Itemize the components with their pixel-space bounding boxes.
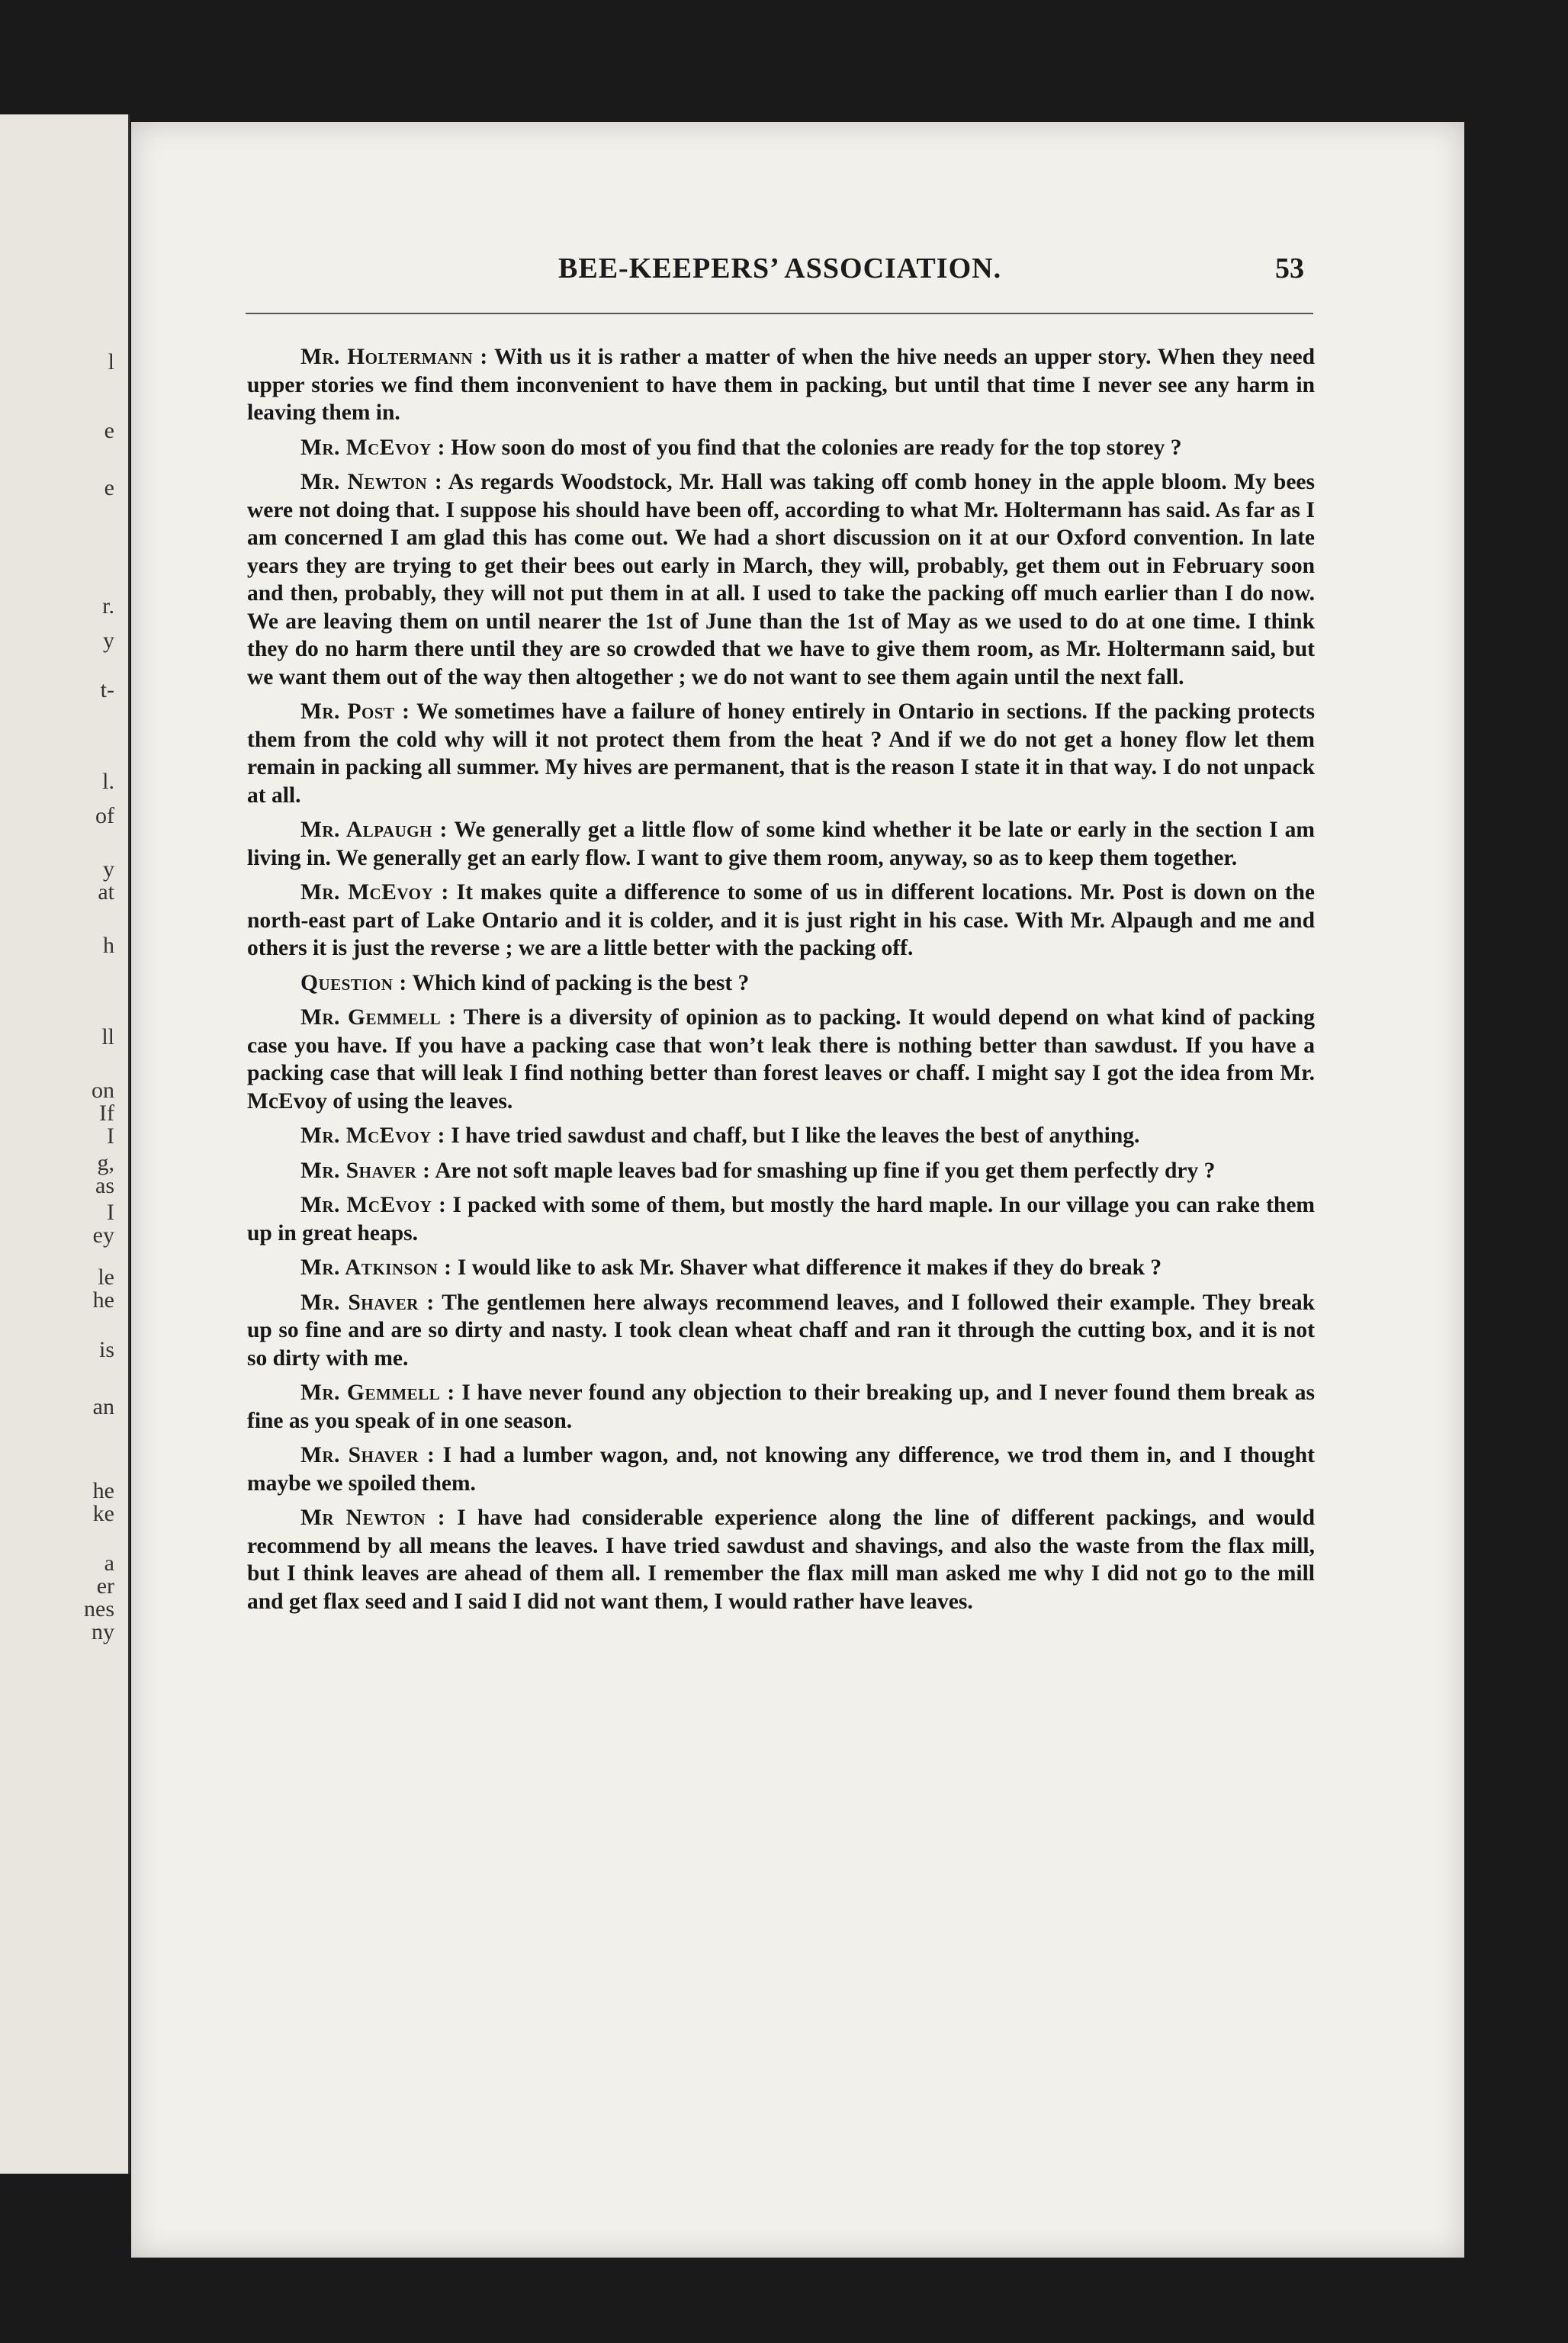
- facing-page-fragment: I: [107, 1200, 114, 1225]
- facing-page-fragment: le: [98, 1265, 114, 1290]
- facing-page-fragment: r.: [102, 593, 114, 619]
- speaker-name: Mr. Newton :: [300, 470, 443, 494]
- paragraph-text: We generally get a little flow of some kind whether it be late or early in the section I am living in. We generally get an early flow. I want to give them room, anyway, so as to keep them together.: [247, 818, 1315, 870]
- facing-page-fragment: e: [104, 475, 114, 500]
- paragraph-text: As regards Woodstock, Mr. Hall was taking off comb honey in the apple bloom. My bees were not doing that. I suppose his should have been off, according to what Mr. Holtermann has said. As far as I am concerned I am glad this has come out. We had a short discussion on it at our Oxford convention. In late years they are trying to get their bees out early in March, they will, probably, get them out in February soon and then, probably, they will not put them in at all. I used to take the packing off much earlier than I do now. We are leaving them on until nearer the 1st of June than the 1st of May as we used to do at one time. I think they do no harm there until they are so crowded that we have to give them room, as Mr. Holtermann said, but we want them out of the way then altogether ; we do not want to see them again until the next fall.: [247, 470, 1315, 689]
- transcript-paragraph: [247, 1122, 1315, 1150]
- speaker-name: Mr. Atkinson :: [300, 1255, 452, 1280]
- page-header: [131, 252, 1464, 297]
- transcript-paragraph: [247, 1004, 1315, 1115]
- paragraph-text: I have tried sawdust and chaff, but I like the leaves the best of anything.: [445, 1123, 1140, 1148]
- facing-page-fragment: t-: [100, 677, 114, 702]
- facing-page-fragment: l.: [102, 769, 114, 794]
- paragraph-text: We sometimes have a failure of honey entirely in Ontario in sections. If the packing protects them from the cold why will it not protect them from the heat ? And if we do not get a honey flow let them remain in packing all summer. My hives are permanent, that is the reason I state it in that way. I do not unpack at all.: [247, 699, 1315, 808]
- facing-page-fragment: nes: [84, 1596, 114, 1621]
- paragraph-text: I would like to ask Mr. Shaver what difference it makes if they do break ?: [451, 1255, 1162, 1280]
- facing-page-fragment: g,: [97, 1150, 114, 1175]
- transcript-paragraph: [247, 816, 1315, 872]
- transcript-paragraph: [247, 343, 1315, 427]
- facing-page-fragment: on: [92, 1078, 114, 1103]
- speaker-name: Mr. Post :: [300, 699, 410, 724]
- facing-page-fragment: is: [98, 1337, 114, 1362]
- speaker-name: Mr. Gemmell :: [300, 1380, 455, 1405]
- speaker-name: Mr. McEvoy :: [300, 1193, 447, 1217]
- paragraph-text: Are not soft maple leaves bad for smashing up fine if you get them perfectly dry ?: [430, 1158, 1216, 1183]
- speaker-name: Mr. McEvoy :: [300, 1123, 445, 1148]
- facing-page-fragment: e: [104, 418, 114, 443]
- transcript-paragraph: [247, 434, 1315, 462]
- facing-page-fragment: ke: [92, 1501, 114, 1526]
- paragraph-text: How soon do most of you find that the colonies are ready for the top storey ?: [445, 435, 1182, 460]
- transcript-paragraph: [247, 1441, 1315, 1497]
- page-body: [247, 343, 1315, 1622]
- facing-page-fragment: he: [92, 1478, 114, 1503]
- facing-page-fragment: y: [103, 628, 114, 653]
- speaker-name: Mr. Shaver :: [300, 1158, 431, 1183]
- transcript-paragraph: [247, 1379, 1315, 1435]
- facing-page-edge: [0, 114, 130, 2174]
- paragraph-text: The gentlemen here always recommend leaves, and I followed their example. They break up so fine and are so dirty and nasty. I took clean wheat chaff and ran it through the cutting box, and it is not so dirty with me.: [247, 1290, 1315, 1371]
- book-page: [131, 122, 1464, 2258]
- facing-page-fragment: at: [98, 879, 114, 905]
- paragraph-text: I have had considerable experience along the line of different packings, and would recommend by all means the leaves. I have tried sawdust and shavings, and also the waste from the flax mill, but I think leaves are ahead of them all. I remember the flax mill man asked me why I did not go to the mill and get flax seed and I said I did not want them, I would rather have leaves.: [247, 1506, 1315, 1614]
- transcript-paragraph: [247, 1289, 1315, 1373]
- speaker-name: Mr. Shaver :: [300, 1443, 435, 1467]
- transcript-paragraph: [247, 1504, 1315, 1615]
- paragraph-text: It makes quite a difference to some of us in different locations. Mr. Post is down on the north-east part of Lake Ontario and it is colder, and it is just right in his case. With Mr. Alpaugh and me and others it is just the reverse ; we are a little better with the packing off.: [247, 880, 1315, 960]
- speaker-name: Mr. McEvoy :: [300, 880, 449, 905]
- facing-page-fragment: ll: [101, 1024, 114, 1049]
- transcript-paragraph: [247, 698, 1315, 809]
- facing-page-fragment: y: [103, 857, 114, 882]
- speaker-name: Mr. Gemmell :: [300, 1005, 457, 1030]
- facing-page-fragment: l: [108, 349, 114, 374]
- transcript-paragraph: [247, 1191, 1315, 1247]
- transcript-paragraph: [247, 468, 1315, 691]
- speaker-name: Mr Newton :: [300, 1506, 446, 1530]
- facing-page-fragment: I: [107, 1123, 114, 1149]
- facing-page-fragment: ey: [92, 1223, 114, 1248]
- paragraph-text: I have never found any objection to their breaking up, and I never found them break as fine as you speak of in one season.: [247, 1380, 1315, 1433]
- facing-page-fragment: er: [96, 1573, 114, 1599]
- paragraph-text: With us it is rather a matter of when the hive needs an upper story. When they need upper stories we find them inconvenient to have them in packing, but until that time I never see any harm in leaving them in.: [247, 345, 1315, 425]
- facing-page-fragment: as: [95, 1173, 114, 1198]
- speaker-name: Mr. Alpaugh :: [300, 818, 448, 842]
- paragraph-text: There is a diversity of opinion as to packing. It would depend on what kind of packing case you have. If you have a packing case that won’t leak there is nothing better than sawdust. If you have a packing case that will leak I find nothing better than forest leaves or chaff. I might say I got the idea from Mr. McEvoy of using the leaves.: [247, 1005, 1315, 1114]
- facing-page-fragment: h: [103, 933, 114, 958]
- transcript-paragraph: [247, 1157, 1315, 1185]
- speaker-name: Question :: [300, 970, 407, 995]
- speaker-name: Mr. Holtermann :: [300, 345, 488, 369]
- facing-page-fragment: ny: [92, 1619, 114, 1644]
- header-rule: [246, 313, 1313, 314]
- running-title: BEE-KEEPERS’ ASSOCIATION.: [558, 252, 1002, 284]
- paragraph-text: I packed with some of them, but mostly the hard maple. In our village you can rake them up in great heaps.: [247, 1193, 1316, 1245]
- transcript-paragraph: [247, 1254, 1315, 1282]
- paragraph-text: I had a lumber wagon, and, not knowing any difference, we trod them in, and I thought maybe we spoiled them.: [247, 1443, 1315, 1496]
- transcript-paragraph: [247, 969, 1315, 998]
- facing-page-fragment: If: [99, 1101, 114, 1126]
- page-number: 53: [1275, 252, 1304, 284]
- facing-page-fragment: he: [92, 1287, 114, 1313]
- paragraph-text: Which kind of packing is the best ?: [406, 970, 750, 995]
- speaker-name: Mr. McEvoy :: [300, 435, 445, 460]
- transcript-paragraph: [247, 879, 1315, 963]
- facing-page-fragment: an: [92, 1394, 114, 1419]
- facing-page-fragment: a: [104, 1551, 114, 1576]
- facing-page-fragment: of: [95, 803, 114, 828]
- speaker-name: Mr. Shaver :: [300, 1290, 435, 1315]
